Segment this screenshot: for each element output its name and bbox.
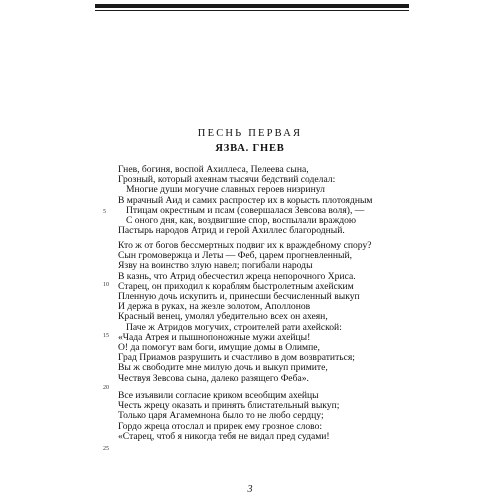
top-rule-thin — [95, 10, 409, 11]
verse-line: И держа в руках, на жезле золотом, Аполлонов — [118, 301, 311, 313]
verse-line: Гнев, богиня, воспой Ахиллеса, Пелеева сына, — [118, 164, 309, 175]
verse-line: С оного дня, как, воздвигшие спор, воспылали враждою — [126, 215, 357, 227]
verse-line: Все изъявили согласие криком всеобщим ахейцы — [118, 390, 319, 401]
verse-line: Паче ж Атридов могучих, строителей рати ахейской: — [126, 321, 342, 333]
verse-line: Пастырь народов Атрид и герой Ахиллес благородный. — [118, 225, 345, 237]
line-number: 25 — [103, 446, 109, 452]
stanza-3 — [118, 391, 418, 442]
line-number: 5 — [103, 209, 106, 215]
line-number: 10 — [103, 282, 109, 288]
verse-line: «Старец, чтоб я никогда тебя не видал пред судами! — [118, 430, 330, 442]
verse-line: Красный венец, умолял убедительно всех он ахеян, — [118, 311, 328, 323]
stanza-2 — [118, 241, 418, 384]
verse-line: Гордо жреца отослал и прирек ему грозное слово: — [118, 420, 323, 432]
verse-line: Чествуя Зевсова сына, далеко разящего Феба». — [118, 372, 309, 384]
verse-line: В мрачный Аид и самих распростер их в корысть плотоядным — [118, 194, 373, 206]
verse-line: Честь жрецу оказать и принять блистательный выкуп; — [118, 400, 340, 412]
chapter-title: ЯЗВА. ГНЕВ — [215, 143, 285, 154]
verse-line: Кто ж от богов бессмертных подвиг их к враждебному спору? — [118, 240, 372, 251]
verse-line: О! да помогут вам боги, имущие домы в Олимпе, — [118, 342, 320, 354]
verse-line: Грозный, который ахеянам тысячи бедствий соделал: — [118, 174, 336, 186]
verse-line: Птицам окрестным и псам (совершалася Зевсова воля), — — [126, 204, 365, 216]
verse-line: Язву на воинство злую навел; погибали народы — [118, 260, 313, 272]
verse-line: «Чада Атрея и пышнопоножные мужи ахейцы! — [118, 331, 311, 343]
verse-line: Град Приамов разрушить и счастливо в дом возвратиться; — [118, 352, 355, 364]
line-number: 20 — [103, 385, 109, 391]
verse-line: Пленную дочь искупить и, принесши бесчисленный выкуп — [118, 291, 360, 303]
page-number: 3 — [247, 484, 253, 495]
line-number: 15 — [103, 333, 109, 339]
stanza-1 — [118, 165, 418, 236]
verse-line: Многие души могучие славных героев низринул — [126, 184, 325, 196]
verse-line: В казнь, что Атрид обесчестил жреца непорочного Хриса. — [118, 270, 356, 282]
verse-line: Только царя Агамемнона было то не любо сердцу; — [118, 410, 324, 422]
song-title: ПЕСНЬ ПЕРВАЯ — [197, 128, 303, 139]
verse-line: Сын громовержца и Леты — Феб, царем прогневленный, — [118, 250, 352, 262]
verse-line: Вы ж свободите мне милую дочь и выкуп примите, — [118, 362, 328, 374]
verse-line: Старец, он приходил к кораблям быстролетным ахейским — [118, 280, 354, 292]
top-rule — [95, 4, 409, 8]
